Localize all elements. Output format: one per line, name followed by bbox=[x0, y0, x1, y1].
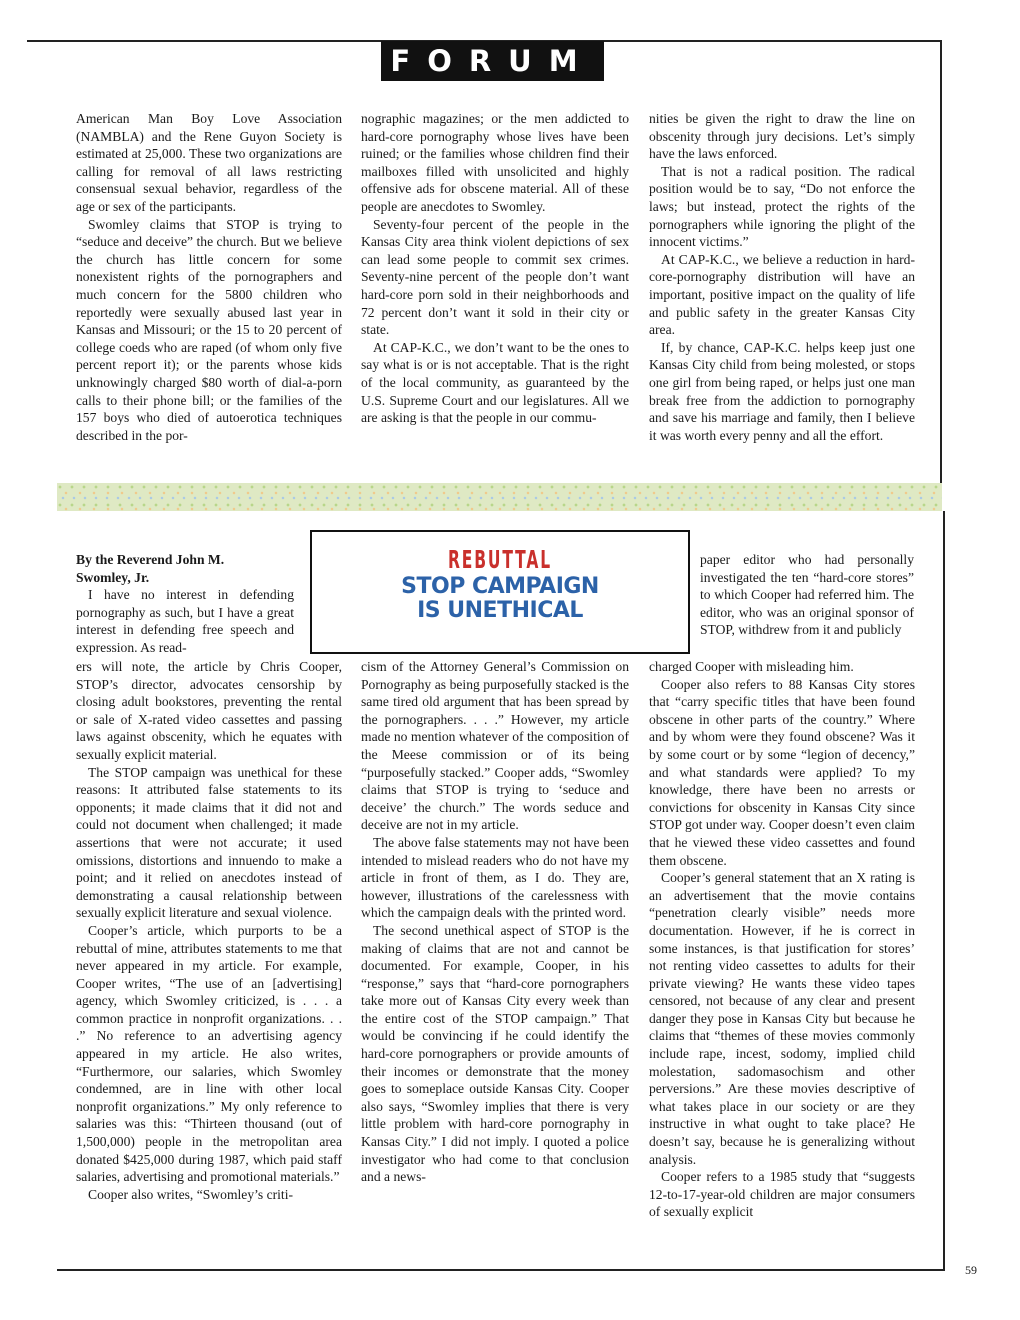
rebuttal-kicker: REBUTTAL bbox=[448, 545, 552, 574]
paragraph: American Man Boy Love Association (NAMBLA) and the Rene Guyon Society is estimated at 25,000. These two organizations are calling for removal of all laws restricting consensual sexual behavior, regardless of the age or sex of the participants. bbox=[76, 111, 342, 214]
paragraph: nographic magazines; or the men addicted to hard-core pornography whose lives have been ruined; or the families whose children find their mailboxes filled with unsolicited and highly offensive ads for obscene material. All of these people are anecdotes to Swomley. bbox=[361, 111, 629, 214]
bottom-right-rule bbox=[943, 511, 945, 1271]
rebuttal-column-1-top bbox=[76, 551, 294, 657]
paragraph: That is not a radical position. The radical position would be to say, “Do not enforce the laws; but instead, protect the rights of the pornographers while ignoring the plight of the innocent victims.” bbox=[649, 163, 915, 250]
rebuttal-column-3 bbox=[649, 658, 915, 1221]
rebuttal-column-2 bbox=[361, 658, 629, 1186]
paragraph: At CAP-K.C., we believe a reduction in hard-core-pornography distribution will have an important, positive impact on the quality of life and public safety in the greater Kansas City area. bbox=[649, 251, 915, 338]
paragraph: charged Cooper with misleading him. bbox=[649, 659, 854, 674]
paragraph: Seventy-four percent of the people in the Kansas City area think violent depictions of sex can lead some people to commit sex crimes. Seventy-nine percent of the people don’t want hard-core porn sold in their neighborhoods and 72 percent don’t want it sold in their city or state. bbox=[361, 216, 629, 338]
top-article-column-3 bbox=[649, 110, 915, 444]
page-number: 59 bbox=[965, 1263, 977, 1277]
paragraph: At CAP-K.C., we don’t want to be the ones to say what is or is not acceptable. That is the right of the local community, as guaranteed by the U.S. Supreme Court and our legislatures. All we are asking is that the people in our commu- bbox=[361, 339, 629, 426]
paragraph: I have no interest in defending pornography as such, but I have a great interest in defending free speech and expression. As read- bbox=[76, 587, 294, 655]
paragraph: Cooper also writes, “Swomley’s criti- bbox=[88, 1186, 294, 1202]
top-article-column-1 bbox=[76, 110, 342, 444]
paragraph: The STOP campaign was unethical for these reasons: It attributed false statements to its opponents; it made claims that it did not and could not document when challenged; it made assertions that were not accurate; it used omissions, distortions and innuendo to make a point; and it relied on anecdotes instead of demonstrating a causal relationship between sexually explicit literature and sexual violence. bbox=[76, 764, 342, 921]
byline-line-2: Swomley, Jr. bbox=[76, 569, 150, 585]
paragraph: Cooper refers to a 1985 study that “suggests 12-to-17-year-old children are major consumers of sexually explicit bbox=[649, 1169, 915, 1220]
section-label: FORUM bbox=[381, 41, 604, 81]
top-article-column-2 bbox=[361, 110, 629, 427]
paragraph: If, by chance, CAP-K.C. helps keep just one Kansas City child from being molested, or stops one girl from being raped, or helps just one man break free from the addiction to pornography and save his marriage and family, then I believe it was worth every penny and all the effort. bbox=[649, 339, 915, 443]
rebuttal-headline-box bbox=[310, 530, 690, 654]
headline-line-2: IS UNETHICAL bbox=[417, 598, 583, 623]
paragraph: cism of the Attorney General’s Commission on Pornography as being purposefully stacked is the same tired old argument that has been spread by the pornographers. . . .” However, my article made no mention whatever of the composition of the Meese commission or of its being “purposefully stacked.” Cooper adds, “Swomley claims that STOP is trying to ‘seduce and deceive’ the church.” The words seduce and deceive are not in my article. bbox=[361, 659, 629, 833]
decorative-confetti-band bbox=[57, 483, 942, 511]
paragraph: Cooper’s general statement that an X rating is an advertisement that the movie contains “penetration clearly visible” needs more documentation. However, if he is correct in some instances, is that justification for stores’ not renting video cassettes to adults for their private viewing? He wants these video tapes censored, not because of any clear and present danger they pose in Kansas City but because he claims that “themes of these movies commonly include rape, incest, sodomy, implied child molestation, sadomasochism and other perversions.” Are these movies descriptive of what takes place in our society or are they instructive in what ought to take place? He doesn’t say, because he is generalizing without analysis. bbox=[649, 870, 915, 1167]
paragraph: Cooper’s article, which purports to be a rebuttal of mine, attributes statements to me that never appeared in my article. For example, Cooper writes, “The use of an [advertising] agency, which Swomley criticized, is . . . a common practice in nonprofit organizations. . . .” No reference to an advertising agency appeared in my article. He also writes, “Furthermore, our salaries, which Swomley condemned, are in line with other local nonprofit organizations.” My only reference to salaries was this: “Thirteen thousand (out of 1,500,000) people in the metropolitan area donated $425,000 during 1987, which paid staff salaries, advertising and promotional materials.” bbox=[76, 922, 342, 1185]
headline-line-1: STOP CAMPAIGN bbox=[401, 574, 599, 599]
paragraph: ers will note, the article by Chris Cooper, STOP’s director, advocates censorship by closing adult bookstores, preventing the rental or sale of X-rated video cassettes and passing laws against obscenity, which he equates with sexually explicit material. bbox=[76, 659, 342, 762]
paragraph: Cooper also refers to 88 Kansas City stores that “carry specific titles that have been found obscene in other parts of the country.” Where and by whom were they found obscene? Was it by some court or by some “legion of decency,” and what standards were applied? To my knowledge, there have been no arrests or convictions for obscenity in Kansas City since STOP got under way. Cooper doesn’t even claim that he viewed these video cassettes and found them obscene. bbox=[649, 676, 915, 868]
paragraph: The second unethical aspect of STOP is the making of claims that are not and cannot be documented. For example, Cooper, in his “response,” says that “hard-core pornographers take more out of Kansas City every week than the entire cost of the STOP campaign.” That would be convincing if he could identify the hard-core pornographers or provide amounts of their incomes or demonstrate that the money goes to someplace outside Kansas City. Cooper also says, “Swomley implies that there is very little problem with hard-core pornography in Kansas City.” I did not imply. I quoted a police investigator who had come to that conclusion and a news- bbox=[361, 922, 629, 1185]
rebuttal-column-3-top bbox=[700, 551, 914, 639]
byline-line-1: By the Reverend John M. bbox=[76, 552, 225, 567]
paragraph: The above false statements may not have been intended to mislead readers who do not have my article in front of them, as I do. They are, however, illustrations of the carelessness with which the campaign deals with the printed word. bbox=[361, 834, 629, 921]
bottom-rule bbox=[57, 1269, 945, 1271]
rebuttal-column-1 bbox=[76, 658, 342, 1203]
right-rule bbox=[940, 40, 942, 483]
paragraph: Swomley claims that STOP is trying to “seduce and deceive” the church. But we believe the church has little concern for some nonexistent rights of the pornographers and much concern for the 5800 children who reportedly were sexually abused last year in Kansas and Missouri; or the 15 to 20 percent of college coeds who are raped (of whom only five percent report it); or the parents whose kids unknowingly charged $80 worth of dial-a-porn calls to their phone bill; or the families of the 157 boys who died of autoerotica techniques described in the por- bbox=[76, 216, 342, 443]
paragraph: paper editor who had personally investigated the ten “hard-core stores” to which Cooper had referred him. The editor, who was an original sponsor of STOP, withdrew from it and publicly bbox=[700, 552, 914, 638]
paragraph: nities be given the right to draw the line on obscenity through jury decisions. Let’s simply have the laws enforced. bbox=[649, 111, 915, 162]
